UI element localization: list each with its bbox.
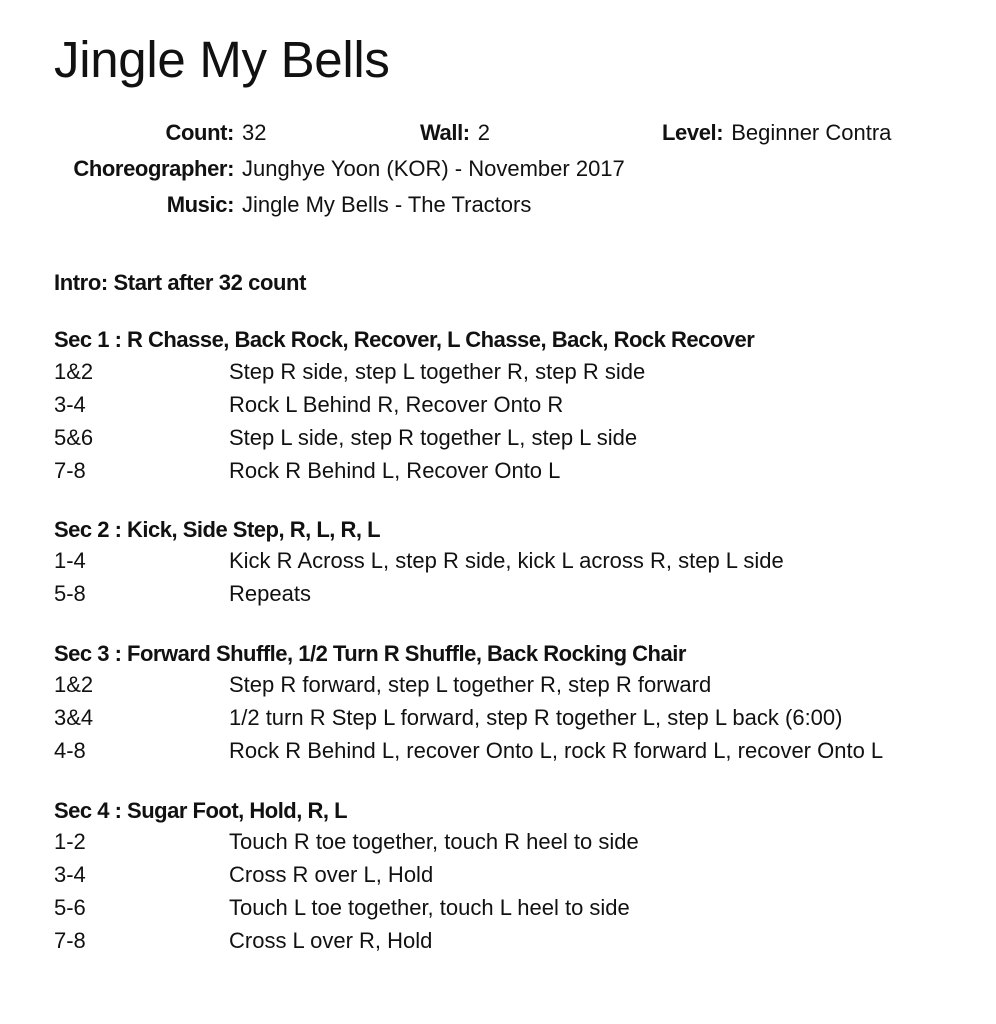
level-field [662,120,891,146]
count-label: Count: [165,120,234,145]
wall-value: 2 [477,120,490,145]
step-description: Step R forward, step L together R, step R forward [229,672,712,697]
music-label: Music: [166,192,234,217]
section-4-title: Sec 4 : Sugar Foot, Hold, R, L [54,798,348,823]
step-count: 1-4 [54,548,86,573]
step-description: Cross R over L, Hold [229,862,434,887]
section-3-title: Sec 3 : Forward Shuffle, 1/2 Turn R Shuffle, Back Rocking Chair [54,641,686,666]
wall-label: Wall: [420,120,470,145]
step-description: Rock L Behind R, Recover Onto R [229,392,564,417]
step-count: 3&4 [54,705,94,730]
step-description: Cross L over R, Hold [229,928,433,953]
level-value: Beginner Contra [731,120,892,145]
step-count: 1&2 [54,672,94,697]
step-count: 4-8 [54,738,86,763]
music-value: Jingle My Bells - The Tractors [242,192,532,217]
section-4-step [54,859,976,891]
step-description: Repeats [229,581,311,606]
page-title: Jingle My Bells [54,31,390,88]
step-count: 5-6 [54,895,86,920]
wall-field [420,120,490,146]
count-value: 32 [242,120,267,145]
section-2-step [54,545,976,577]
section-2-title: Sec 2 : Kick, Side Step, R, L, R, L [54,517,381,542]
section-1-step [54,455,976,487]
step-description: Step L side, step R together L, step L side [229,425,638,450]
section-1-step [54,389,976,421]
section-3-step [54,669,976,701]
section-2-step [54,578,976,610]
step-description: Touch R toe together, touch R heel to side [229,829,639,854]
step-description: Kick R Across L, step R side, kick L across R, step L side [229,548,784,573]
section-1-step [54,356,976,388]
step-description: Touch L toe together, touch L heel to side [229,895,630,920]
step-count: 5-8 [54,581,86,606]
step-count: 7-8 [54,458,86,483]
step-count: 7-8 [54,928,86,953]
level-label: Level: [662,120,724,145]
step-count: 3-4 [54,862,86,887]
section-4-step [54,826,976,858]
section-4-step [54,892,976,924]
section-3-step [54,702,976,734]
intro-text: Intro: Start after 32 count [54,270,307,295]
choreographer-label: Choreographer: [73,156,234,181]
step-description: 1/2 turn R Step L forward, step R together L, step L back (6:00) [229,705,843,730]
choreographer-value: Junghye Yoon (KOR) - November 2017 [242,156,625,181]
step-count: 1&2 [54,359,94,384]
step-count: 1-2 [54,829,86,854]
choreographer-field [54,156,625,182]
section-1-step [54,422,976,454]
step-count: 3-4 [54,392,86,417]
section-3-step [54,735,976,767]
section-4-step [54,925,976,957]
step-description: Rock R Behind L, recover Onto L, rock R forward L, recover Onto L [229,738,884,763]
music-field [54,192,531,218]
step-description: Rock R Behind L, Recover Onto L [229,458,561,483]
step-count: 5&6 [54,425,94,450]
step-description: Step R side, step L together R, step R side [229,359,646,384]
count-field [54,120,266,146]
section-1-title: Sec 1 : R Chasse, Back Rock, Recover, L Chasse, Back, Rock Recover [54,327,755,352]
